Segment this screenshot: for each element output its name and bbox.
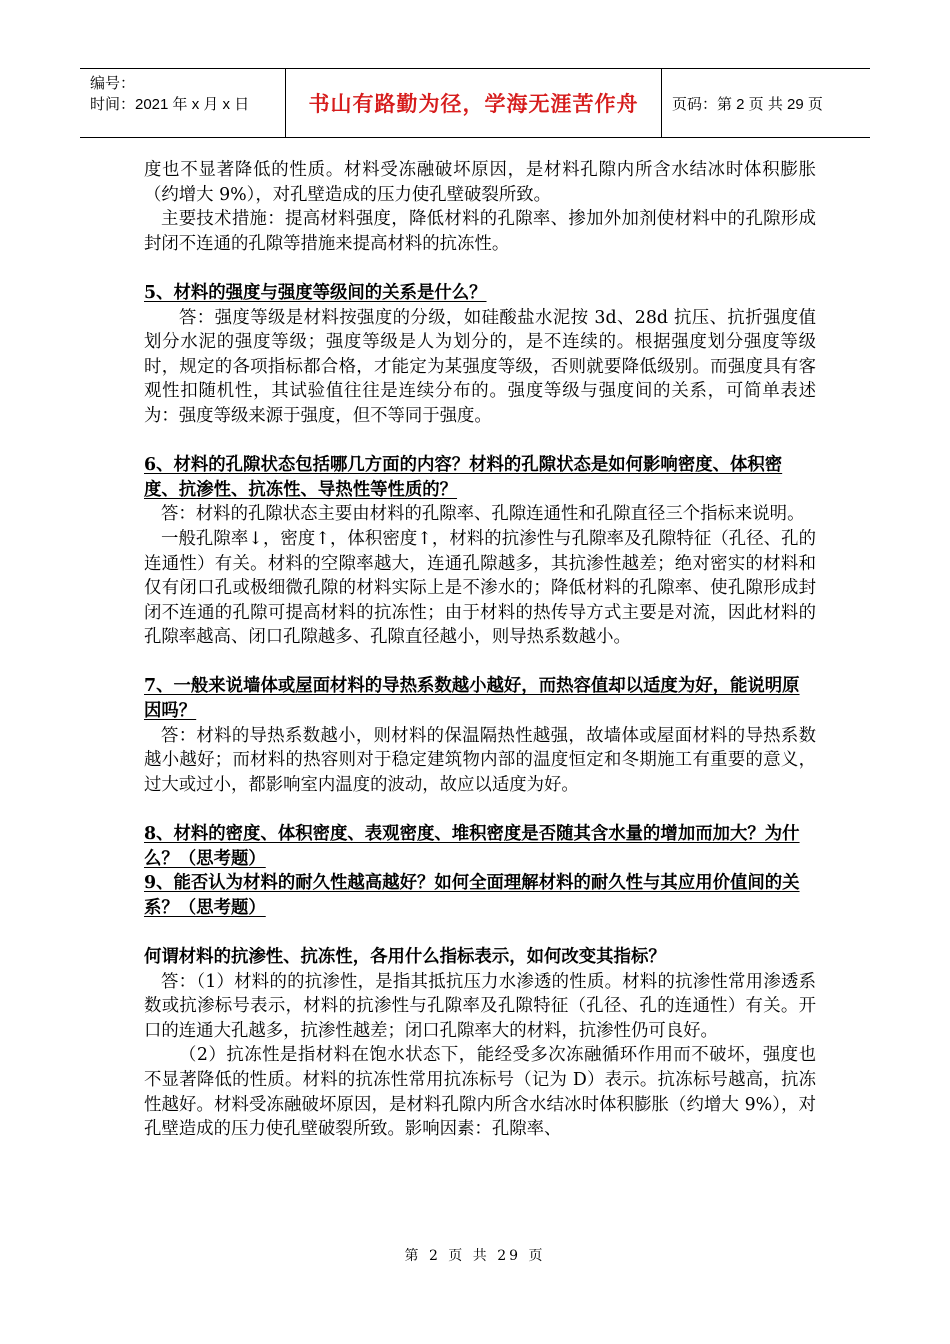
question-heading: 7、一般来说墙体或屋面材料的导热系数越小越好，而热容值却以适度为好，能说明原因吗？ xyxy=(144,676,800,722)
question-heading: 5、材料的强度与强度等级间的关系是什么？ xyxy=(144,282,487,303)
question-heading: 6、材料的孔隙状态包括哪几方面的内容？材料的孔隙状态是如何影响密度、体积密度、抗渗性、抗冻性、导热性等性质的？ xyxy=(144,455,783,500)
page-footer: 第 2 页 共 29 页 xyxy=(404,1248,546,1264)
header-motto: 书山有路勤为径，学海无涯苦作舟 xyxy=(286,69,662,137)
header-page-info: 页码：第 2 页 共 29 页 xyxy=(672,95,823,113)
answer-paragraph: 答：材料的孔隙状态主要由材料的孔隙率、孔隙连通性和孔隙直径三个指标来说明。 xyxy=(161,504,805,525)
answer-paragraph: 答：（1）材料的的抗渗性，是指其抵抗压力水渗透的性质。材料的抗渗性常用渗透系数或抗渗标号表示，材料的抗渗性与孔隙率及孔隙特征（孔径、孔的连通性）有关。开口的连通大孔越多，抗渗性越差；闭口孔隙率大的材料，抗渗性仍可良好。 xyxy=(144,971,816,1041)
answer-paragraph: 答：材料的导热系数越小，则材料的保温隔热性越强，故墙体或屋面材料的导热系数越小越好；而材料的热容则对于稳定建筑物内部的温度恒定和冬期施工有重要的意义，过大或过小，都影响室内温度的波动，故应以适度为好。 xyxy=(144,725,816,795)
header-meta xyxy=(80,69,286,137)
document-number-label: 编号： xyxy=(90,75,136,92)
paragraph: 度也不显著降低的性质。材料受冻融破坏原因，是材料孔隙内所含水结冰时体积膨胀（约增大 9%），对孔壁造成的压力使孔壁破裂所致。 xyxy=(144,160,816,205)
question-heading: 9、能否认为材料的耐久性越高越好？如何全面理解材料的耐久性与其应用价值间的关系？（思考题） xyxy=(144,873,800,918)
paragraph: 主要技术措施：提高材料强度，降低材料的孔隙率、掺加外加剂使材料中的孔隙形成封闭不连通的孔隙等措施来提高材料的抗冻性。 xyxy=(144,209,816,254)
document-body xyxy=(144,158,816,1142)
answer-paragraph: 答：强度等级是材料按强度的分级，如硅酸盐水泥按 3d、28d 抗压、抗折强度值划分水泥的强度等级；强度等级是人为划分的，是不连续的。根据强度划分强度等级时，规定的各项指标都合格，才能定为某强度等级，否则就要降低级别。而强度具有客观性扣随机性，其试验值往往是连续分布的。强度等级与强度间的关系，可简单表述为：强度等级来源于强度，但不等同于强度。 xyxy=(144,307,816,426)
document-date-label: 时间：2021 年 x 月 x 日 xyxy=(90,96,250,113)
section-heading: 何谓材料的抗渗性、抗冻性，各用什么指标表示，如何改变其指标？ xyxy=(144,947,666,967)
answer-paragraph: （2）抗冻性是指材料在饱水状态下，能经受多次冻融循环作用而不破坏，强度也不显著降低的性质。材料的抗冻性常用抗冻标号（记为 D）表示。抗冻标号越高，抗冻性越好。材料受冻融破坏原因，是材料孔隙内所含水结冰时体积膨胀（约增大 9%），对孔壁造成的压力使孔壁破裂所致。影响因素：孔隙率、 xyxy=(144,1045,816,1140)
answer-paragraph: 一般孔隙率↓，密度↑，体积密度↑，材料的抗渗性与孔隙率及孔隙特征（孔径、孔的连通性）有关。材料的空隙率越大，连通孔隙越多，其抗渗性越差；绝对密实的材料和仅有闭口孔或极细微孔隙的材料实际上是不渗水的；降低材料的孔隙率、使孔隙形成封闭不连通的孔隙可提高材料的抗冻性；由于材料的热传导方式主要是对流，因此材料的孔隙率越高、闭口孔隙越多、孔隙直径越小，则导热系数越小。 xyxy=(144,528,816,648)
page-header xyxy=(80,68,870,138)
question-heading: 8、材料的密度、体积密度、表观密度、堆积密度是否随其含水量的增加而加大？为什么？（思考题） xyxy=(144,824,800,869)
